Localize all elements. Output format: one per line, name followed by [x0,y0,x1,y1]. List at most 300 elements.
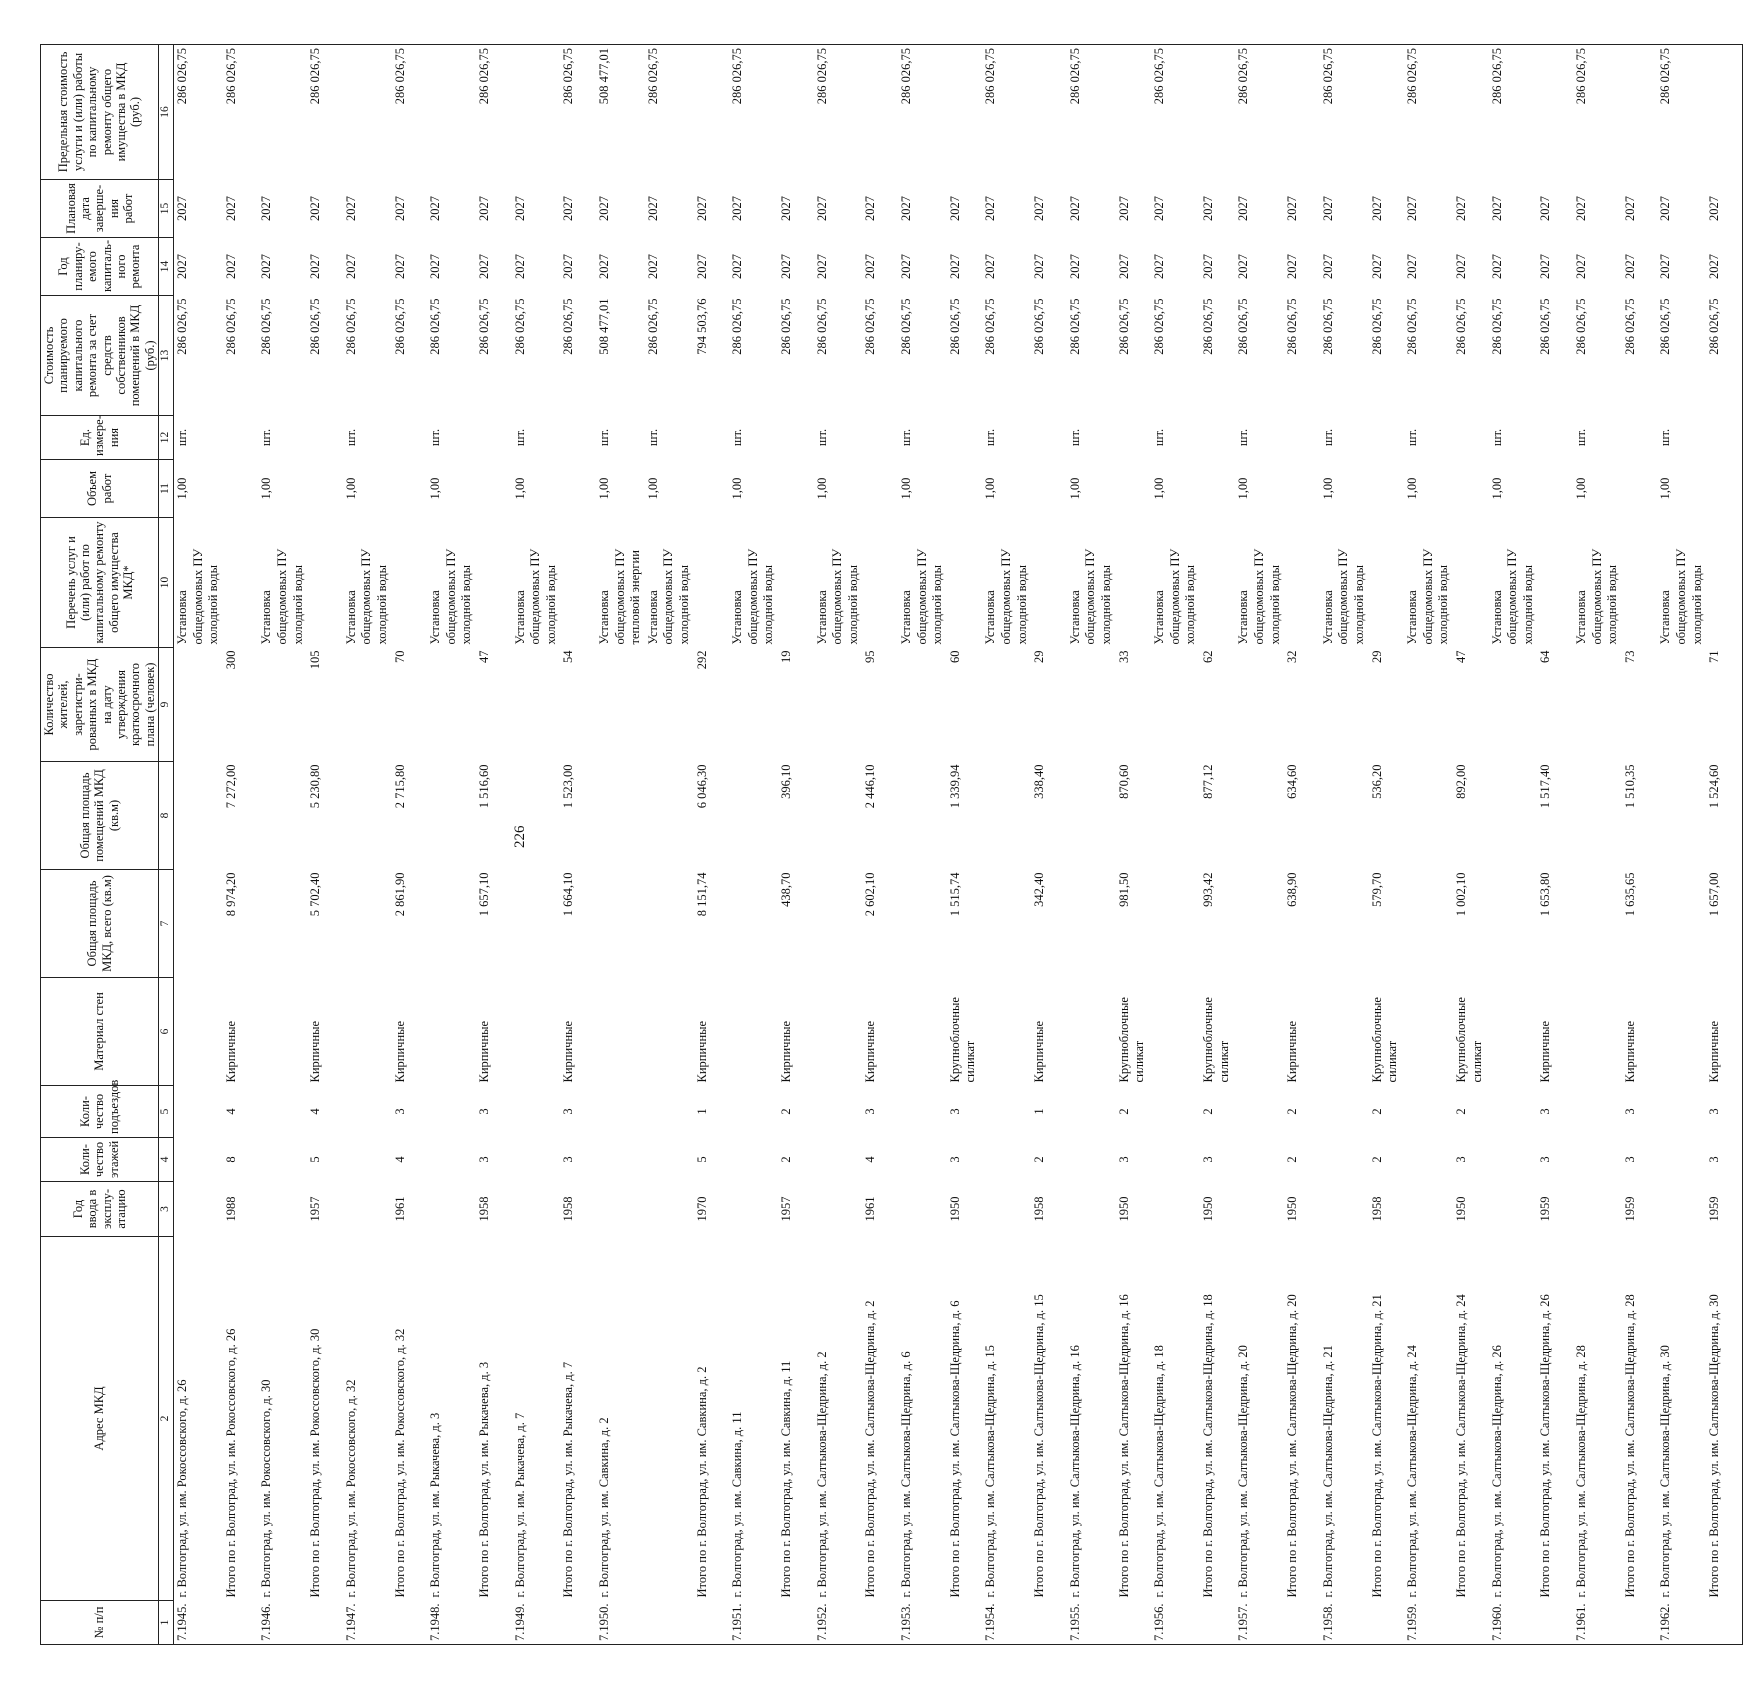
address-cell: г. Волгоград, ул. им. Рыкачева, д. 3 [428,1412,443,1598]
year-built-cell [1151,1182,1200,1237]
row-number-cell: 7.1958. [1320,1601,1369,1645]
work-description-cell: Установка общедомовых ПУ холодной воды [730,548,776,645]
unit-cell [947,416,983,460]
limit-cost-cell: 286 026,75 [1573,45,1622,180]
floors-cell: 3 [477,1156,491,1163]
address-cell: г. Волгоград, ул. им. Рокоссовского, д. 30 [259,1379,274,1598]
table-row [1537,45,1573,1645]
row-number-cell [947,1601,983,1645]
work-volume-cell: 1,00 [1573,477,1588,500]
residents-cell: 47 [1454,650,1468,663]
entrances-cell [1320,1086,1369,1138]
repair-cost-cell: 286 026,75 [1405,298,1420,355]
column-header: Перечень услуг и (или) работ по капитальному ремонту общего имущества МКД* [41,518,159,648]
unit-cell: шт. [645,428,660,447]
floors-cell: 3 [1116,1156,1131,1163]
repair-cost-cell: 286 026,75 [428,298,443,355]
total-area-cell: 342,40 [1032,872,1047,907]
work-volume-cell [1537,460,1573,518]
work-description-cell [223,518,259,648]
wall-material-cell [596,978,645,1086]
repair-cost-cell: 286 026,75 [1538,298,1553,355]
residents-cell [258,648,307,762]
work-description-cell: Установка общедомовых ПУ холодной воды [814,548,860,645]
entrances-cell [174,1086,223,1138]
column-header: Общая площадь помещений МКД (кв.м) [41,762,159,870]
year-built-cell [1404,1182,1453,1237]
row-number-cell: 7.1962. [1657,1601,1706,1645]
repair-cost-cell: 286 026,75 [1152,298,1166,355]
total-area-cell: 2 602,10 [863,872,878,917]
repair-cost-cell: 286 026,75 [308,298,323,355]
work-volume-cell [560,460,596,518]
table-row [1369,45,1405,1645]
floors-cell [982,1138,1031,1182]
work-volume-cell [694,460,730,518]
wall-material-cell [1320,978,1369,1086]
completion-date-cell: 2027 [898,196,913,221]
address-cell: г. Волгоград, ул. им. Рокоссовского, д. 32 [343,1379,358,1598]
limit-cost-cell: 286 026,75 [1320,45,1369,180]
table-body [174,45,1743,1645]
unit-cell: шт. [898,428,913,447]
row-number-cell [1537,1601,1573,1645]
residents-cell: 29 [1032,650,1047,663]
planned-year-cell: 2027 [1658,254,1673,279]
unit-cell [476,416,512,460]
entrances-cell [1404,1086,1453,1138]
limit-cost-cell [778,45,814,180]
limit-cost-cell [1116,45,1152,180]
wall-material-cell: Кирпичные [1538,1020,1553,1083]
total-area-cell: 1 664,10 [561,872,576,917]
table-row [1706,45,1742,1645]
table-row [1489,45,1538,1645]
repair-cost-cell: 286 026,75 [1622,298,1637,355]
completion-date-cell: 2027 [694,196,709,221]
floors-cell [898,1138,947,1182]
limit-cost-cell: 286 026,75 [476,45,512,180]
completion-date-cell: 2027 [1622,196,1637,221]
planned-year-cell: 2027 [1236,254,1251,279]
entrances-cell: 2 [1369,1108,1384,1115]
residents-cell: 71 [1706,648,1742,762]
completion-date-cell: 2027 [428,196,443,221]
premises-area-cell [1573,762,1622,870]
entrances-cell [343,1086,392,1138]
table-row [427,45,476,1645]
limit-cost-cell [1200,45,1236,180]
work-description-cell [1200,518,1236,648]
row-number-cell [1200,1601,1236,1645]
work-volume-cell: 1,00 [1658,477,1673,500]
row-number-cell: 7.1961. [1573,1601,1622,1645]
row-number-cell: 7.1950. [596,1601,645,1645]
completion-date-cell: 2027 [561,196,576,221]
limit-cost-cell: 286 026,75 [1151,45,1200,180]
entrances-cell [645,1086,694,1138]
address-cell: Итого по г. Волгоград, ул. им. Салтыкова-Щедрина, д. 16 [1116,1294,1131,1598]
address-cell: г. Волгоград, ул. им. Салтыкова-Щедрина, д. 24 [1405,1345,1420,1598]
limit-cost-cell: 508 477,01 [596,45,645,180]
table-row [1235,45,1284,1645]
repair-cost-cell: 286 026,75 [1236,298,1251,355]
planned-year-cell: 2027 [1538,254,1553,279]
total-area-cell [1235,870,1284,978]
row-number-cell [223,1601,259,1645]
residents-cell: 47 [477,650,491,663]
year-built-cell [1235,1182,1284,1237]
work-volume-cell [1453,460,1489,518]
total-area-cell [1067,870,1116,978]
entrances-cell [814,1086,863,1138]
completion-date-cell: 2027 [1538,196,1553,221]
column-number: 10 [159,518,174,648]
total-area-cell: 1 515,74 [947,872,962,917]
limit-cost-cell: 286 026,75 [560,45,596,180]
planned-year-cell: 2027 [694,254,709,279]
repair-cost-cell: 794 503,76 [694,298,709,355]
year-built-cell: 1958 [1369,1196,1384,1222]
repair-cost-cell: 286 026,75 [779,298,793,355]
floors-cell [343,1138,392,1182]
wall-material-cell [645,978,694,1086]
wall-material-cell: Крупноблочные силикат [1200,997,1231,1083]
limit-cost-cell: 286 026,75 [645,45,694,180]
floors-cell: 3 [561,1156,576,1163]
floors-cell: 5 [308,1156,323,1163]
floors-cell [1067,1138,1116,1182]
table-row [258,45,307,1645]
repair-cost-cell: 286 026,75 [477,298,491,355]
work-volume-cell [862,460,898,518]
row-number-cell [694,1601,730,1645]
work-volume-cell: 1,00 [343,477,358,500]
completion-date-cell: 2027 [1405,196,1420,221]
completion-date-cell: 2027 [343,196,358,221]
wall-material-cell [1657,978,1706,1086]
repair-cost-cell: 286 026,75 [645,298,660,355]
planned-year-cell: 2027 [477,254,491,279]
table-row [1031,45,1067,1645]
wall-material-cell: Кирпичные [1285,1020,1300,1083]
planned-year-cell: 2027 [561,254,576,279]
planned-year-cell: 2027 [983,254,998,279]
total-area-cell [982,870,1031,978]
limit-cost-cell [947,45,983,180]
unit-cell [1116,416,1152,460]
unit-cell: шт. [1236,428,1251,447]
work-description-cell [1622,518,1658,648]
work-volume-cell [392,460,428,518]
planned-year-cell: 2027 [1285,254,1300,279]
planned-year-cell: 2027 [898,254,913,279]
table-row [778,45,814,1645]
planned-year-cell: 2027 [779,254,793,279]
entrances-cell [1235,1086,1284,1138]
residents-cell [343,648,392,762]
work-volume-cell [1116,460,1152,518]
floors-cell [258,1138,307,1182]
rotated-table-container [40,45,1722,1645]
column-number: 16 [159,45,174,180]
residents-cell: 32 [1285,650,1300,663]
work-volume-cell [947,460,983,518]
completion-date-cell: 2027 [1489,196,1504,221]
work-description-cell [947,518,983,648]
work-volume-cell: 1,00 [1152,477,1166,500]
work-volume-cell: 1,00 [645,477,660,500]
entrances-cell: 4 [223,1108,238,1115]
planned-year-cell: 2027 [1405,254,1420,279]
total-area-cell [898,870,947,978]
year-built-cell [596,1182,645,1237]
premises-area-cell [982,762,1031,870]
work-volume-cell [1622,460,1658,518]
address-cell: Итого по г. Волгоград, ул. им. Салтыкова-Щедрина, д. 2 [863,1300,878,1598]
completion-date-cell: 2027 [259,196,274,221]
table-row [1116,45,1152,1645]
work-volume-cell: 1,00 [1405,477,1420,500]
floors-cell: 3 [1200,1156,1215,1163]
floors-cell [1489,1138,1538,1182]
work-description-cell [476,518,512,648]
premises-area-cell [174,762,223,870]
entrances-cell: 2 [1116,1108,1131,1115]
address-cell [645,1237,694,1601]
work-volume-cell: 1,00 [1320,477,1335,500]
premises-area-cell: 536,20 [1369,764,1384,799]
capital-repair-table [40,44,1743,1645]
floors-cell: 4 [392,1156,407,1163]
address-cell: Итого по г. Волгоград, ул. им. Салтыкова-Щедрина, д. 6 [947,1300,962,1598]
year-built-cell [1067,1182,1116,1237]
total-area-cell [174,870,223,978]
planned-year-cell: 2027 [175,254,189,279]
column-number: 5 [159,1086,174,1138]
table-row [1067,45,1116,1645]
repair-cost-cell: 286 026,75 [1200,298,1215,355]
row-number-cell: 7.1946. [258,1601,307,1645]
address-cell: г. Волгоград, ул. им. Салтыкова-Щедрина, д. 20 [1236,1345,1251,1598]
wall-material-cell: Кирпичные [863,1020,878,1083]
planned-year-cell: 2027 [1067,254,1082,279]
completion-date-cell: 2027 [947,196,962,221]
year-built-cell: 1958 [477,1196,491,1222]
premises-area-cell [596,762,645,870]
work-description-cell: Установка общедомовых ПУ холодной воды [1489,548,1535,645]
floors-cell: 2 [1369,1156,1384,1163]
column-header: Материал стен [41,978,159,1086]
completion-date-cell: 2027 [308,196,323,221]
work-volume-cell [778,460,814,518]
total-area-cell: 8 151,74 [694,872,709,917]
work-volume-cell: 1,00 [175,477,189,500]
completion-date-cell: 2027 [1152,196,1166,221]
premises-area-cell: 6 046,30 [694,764,709,809]
floors-cell [814,1138,863,1182]
total-area-cell: 993,42 [1200,872,1215,907]
address-cell: г. Волгоград, ул. им. Салтыкова-Щедрина, д. 2 [814,1351,829,1598]
work-description-cell: Установка общедомовых ПУ холодной воды [512,548,558,645]
wall-material-cell: Кирпичные [694,1020,709,1083]
total-area-cell [729,870,778,978]
repair-cost-cell: 286 026,75 [730,298,745,355]
wall-material-cell: Кирпичные [1032,1020,1047,1083]
address-cell: г. Волгоград, ул. им. Салтыкова-Щедрина, д. 26 [1489,1345,1504,1598]
address-cell: г. Волгоград, ул. им. Рокоссовского, д. 26 [175,1379,189,1598]
table-row [1151,45,1200,1645]
work-description-cell [1031,518,1067,648]
residents-cell: 73 [1622,650,1637,663]
work-description-cell: Установка общедомовых ПУ холодной воды [1573,548,1620,645]
unit-cell: шт. [1658,428,1673,447]
address-cell: Итого по г. Волгоград, ул. им. Салтыкова-Щедрина, д. 30 [1706,1237,1742,1601]
entrances-cell [1151,1086,1200,1138]
table-row [947,45,983,1645]
work-description-cell: Установка общедомовых ПУ холодной воды [1320,548,1366,645]
completion-date-cell: 2027 [779,196,793,221]
limit-cost-cell [1622,45,1658,180]
address-cell: г. Волгоград, ул. им. Рыкачева, д. 7 [512,1412,527,1598]
total-area-cell [645,870,694,978]
column-number: 2 [159,1237,174,1601]
residents-cell: 62 [1200,650,1215,663]
total-area-cell [258,870,307,978]
planned-year-cell: 2027 [863,254,878,279]
year-built-cell [645,1182,694,1237]
premises-area-cell: 870,60 [1116,764,1131,799]
repair-cost-cell: 286 026,75 [561,298,576,355]
work-description-cell: Установка общедомовых ПУ холодной воды [428,548,474,645]
work-volume-cell [223,460,259,518]
floors-cell: 3 [1538,1156,1553,1163]
repair-cost-cell: 286 026,75 [1032,298,1047,355]
premises-area-cell [343,762,392,870]
completion-date-cell: 2027 [645,196,660,221]
column-number: 6 [159,978,174,1086]
column-header: Количество жителей, зарегистри-рованных в МКД на дату утверждения краткосрочного плана (человек) [41,648,159,762]
unit-cell: шт. [175,428,189,447]
entrances-cell [1489,1086,1538,1138]
column-header: Предельная стоимость услуги и (или) работы по капитальному ремонту общего имущества в МКД (руб.) [41,45,159,180]
floors-cell: 3 [1454,1156,1468,1163]
residents-cell: 292 [694,650,709,670]
address-cell: Итого по г. Волгоград, ул. им. Салтыкова-Щедрина, д. 20 [1285,1294,1300,1598]
work-description-cell [1453,518,1489,648]
entrances-cell: 2 [779,1108,793,1115]
address-cell: г. Волгоград, ул. им. Савкина, д. 11 [730,1411,745,1598]
premises-area-cell [729,762,778,870]
wall-material-cell: Кирпичные [1706,978,1742,1086]
residents-cell [982,648,1031,762]
total-area-cell: 1 002,10 [1454,872,1468,917]
repair-cost-cell: 286 026,75 [1454,298,1468,355]
residents-cell [1489,648,1538,762]
planned-year-cell: 2027 [645,254,660,279]
year-built-cell [982,1182,1031,1237]
row-number-cell: 7.1957. [1235,1601,1284,1645]
floors-cell: 3 [1706,1138,1742,1182]
work-description-cell: Установка общедомовых ПУ холодной воды [343,548,389,645]
column-number: 11 [159,460,174,518]
wall-material-cell: Кирпичные [561,1020,576,1083]
work-description-cell: Установка общедомовых ПУ холодной воды [1658,548,1704,645]
wall-material-cell [258,978,307,1086]
row-number-cell [1453,1601,1489,1645]
premises-area-cell [427,762,476,870]
column-number: 15 [159,180,174,238]
column-header: Плановая дата заверше-ния работ [41,180,159,238]
premises-area-cell: 338,40 [1032,764,1047,799]
wall-material-cell: Крупноблочные силикат [947,997,978,1083]
address-cell: г. Волгоград, ул. им. Салтыкова-Щедрина, д. 16 [1067,1345,1082,1598]
address-cell: Итого по г. Волгоград, ул. им. Рыкачева, д. 3 [477,1361,491,1598]
work-description-cell [1116,518,1152,648]
row-number-cell [307,1601,343,1645]
floors-cell: 3 [1622,1156,1637,1163]
table-row [898,45,947,1645]
floors-cell [512,1138,561,1182]
unit-cell [223,416,259,460]
residents-cell [898,648,947,762]
address-cell: г. Волгоград, ул. им. Савкина, д. 2 [596,1417,611,1598]
work-description-cell: Установка общедомовых ПУ холодной воды [1152,548,1198,645]
row-number-cell: 7.1948. [427,1601,476,1645]
residents-cell [512,648,561,762]
table-row [694,45,730,1645]
row-number-cell [1706,1601,1742,1645]
row-number-cell [1369,1601,1405,1645]
limit-cost-cell: 286 026,75 [1404,45,1453,180]
row-number-cell [476,1601,512,1645]
unit-cell [862,416,898,460]
wall-material-cell [1067,978,1116,1086]
floors-cell [1657,1138,1706,1182]
planned-year-cell: 2027 [1706,238,1742,296]
column-header: Коли-чество подъездов [41,1086,159,1138]
planned-year-cell: 2027 [1116,254,1131,279]
table-row [596,45,645,1645]
work-volume-cell: 1,00 [596,477,611,500]
planned-year-cell: 2027 [308,254,323,279]
repair-cost-cell: 286 026,75 [392,298,407,355]
total-area-cell: 1 657,10 [477,872,491,917]
work-description-cell [307,518,343,648]
limit-cost-cell [343,45,392,180]
total-area-cell [1489,870,1538,978]
premises-area-cell [1235,762,1284,870]
work-description-cell [694,518,730,648]
repair-cost-cell: 286 026,75 [1573,298,1588,355]
work-description-cell: Установка общедомовых ПУ холодной воды [259,548,305,645]
residents-cell [427,648,476,762]
limit-cost-cell: 286 026,75 [1657,45,1706,180]
year-built-cell: 1950 [947,1196,962,1222]
planned-year-cell: 2027 [343,254,358,279]
work-volume-cell [1706,460,1742,518]
year-built-cell [427,1182,476,1237]
unit-cell: шт. [343,428,358,447]
total-area-cell [1573,870,1622,978]
wall-material-cell [1404,978,1453,1086]
table-row [343,45,392,1645]
total-area-cell [427,870,476,978]
premises-area-cell [512,762,561,870]
column-header: Стоимость планируемого капитального ремонта за счет средств собственников помещений в МКД (руб.) [41,296,159,416]
unit-cell: шт. [730,428,745,447]
unit-cell: шт. [1405,428,1420,447]
